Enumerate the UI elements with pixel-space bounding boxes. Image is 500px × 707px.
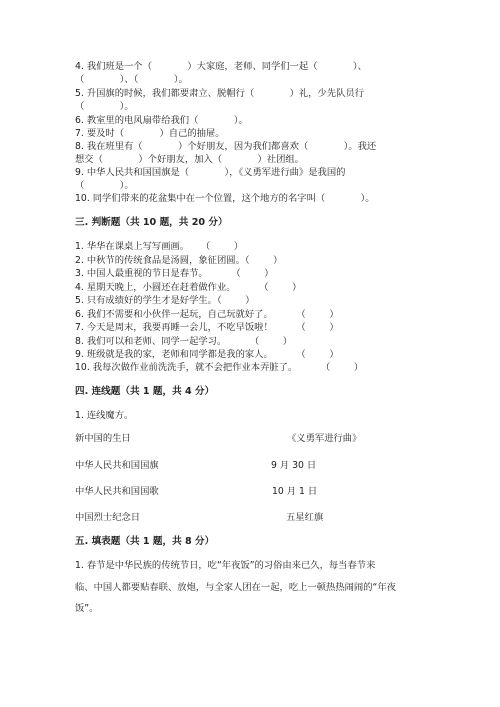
matching-left-item: 中国烈士纪念日 (75, 512, 141, 523)
fill-blank-line: （ ）。 (75, 180, 134, 191)
judge-item: 8. 我们可以和老师、同学一起学习。 （ ） (75, 336, 293, 347)
matching-left-item: 新中国的生日 (75, 433, 131, 444)
matching-right-item: 《义勇军进行曲》 (287, 433, 362, 444)
fill-blank-line: 6. 教室里的电风扇带给我们（ ）。 (75, 115, 248, 126)
judge-item: 2. 中秋节的传统食品是汤圆，象征团圆。（ ） (75, 255, 283, 266)
judge-item: 4. 星期天晚上，小圆还在赶着做作业。 （ ） (75, 282, 302, 293)
fill-blank-line: （ ）、（ ）。 (75, 74, 188, 85)
judge-item: 9. 班级就是我的家，老师和同学都是我的家人。 （ ） (75, 349, 339, 360)
section-heading-matching: 四. 连线题（共 1 题，共 4 分） (75, 386, 215, 397)
judge-item: 10. 我每次做作业前洗洗手，就不会把作业本弄脏了。 （ ） (75, 362, 364, 373)
fill-blank-line: 7. 要及时（ ）自己的抽屉。 (75, 128, 225, 139)
fill-blank-line: 想交（ ）个好朋友，加入（ ）社团组。 (75, 154, 304, 165)
fill-blank-line: 10. 同学们带来的花盆集中在一个位置，这个地方的名字叫（ ）。 (75, 193, 375, 204)
reading-line: 1. 春节是中华民族的传统节日，吃“年夜饭”的习俗由来已久，每当春节来 (75, 560, 376, 571)
fill-blank-line: 9. 中华人民共和国国旗是（ ），《义勇军进行曲》是我国的 (75, 167, 346, 178)
judge-item: 6. 我们不需要和小伙伴一起玩，自己玩就好了。 （ ） (75, 309, 339, 320)
fill-blank-line: 4. 我们班是一个（ ）大家庭，老师、同学们一起（ ）、 (75, 61, 367, 72)
section-heading-reading: 五. 填表题（共 1 题，共 8 分） (75, 536, 215, 547)
matching-right-item: 五星红旗 (286, 512, 324, 523)
matching-left-item: 中华人民共和国国歌 (75, 486, 159, 497)
matching-left-item: 中华人民共和国国旗 (75, 460, 159, 471)
fill-blank-line: （ ）。 (75, 101, 134, 112)
fill-blank-line: 8. 我在班里有（ ）个好朋友，因为我们都喜欢（ ）。我还 (75, 141, 377, 152)
judge-item: 7. 今天是周末，我要再睡一会儿，不吃早饭啦！ （ ） (75, 322, 339, 333)
section-heading-judge: 三. 判断题（共 10 题，共 20 分） (75, 217, 228, 228)
judge-item: 3. 中国人最重视的节日是春节。 （ ） (75, 268, 274, 279)
judge-item: 5. 只有成绩好的学生才是好学生。（ ） (75, 295, 255, 306)
judge-item: 1. 华华在课桌上写写画画。 （ ） (75, 241, 244, 252)
matching-right-item: 10 月 1 日 (272, 486, 318, 497)
reading-line: 饭”。 (75, 603, 99, 614)
fill-blank-line: 5. 升国旗的时候，我们都要肃立、脱帽行（ ）礼，少先队员行 (75, 88, 365, 99)
matching-right-item: 9 月 30 日 (271, 460, 317, 471)
matching-instruction: 1. 连线魔方。 (75, 410, 134, 421)
reading-line: 临、中国人都要贴春联、放炮，与全家人团在一起，吃上一顿热热闹闹的“年夜 (75, 582, 396, 593)
